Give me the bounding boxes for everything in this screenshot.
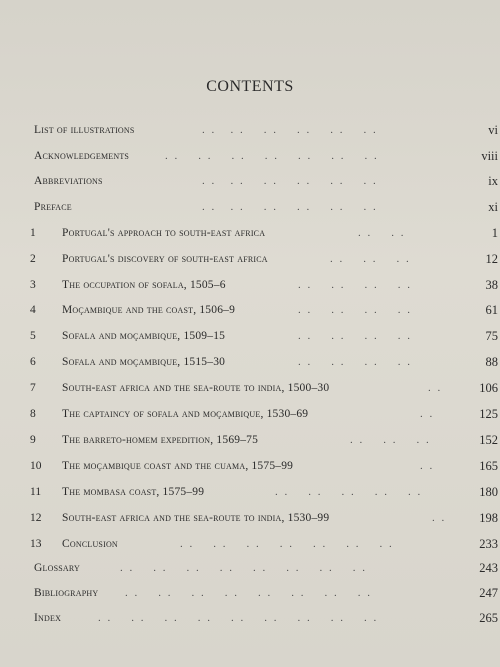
toc-entry-preface — [30, 199, 498, 215]
leader-dots: . . . . — [358, 227, 406, 239]
chapter-number: 8 — [30, 408, 36, 420]
leader-dots: . . . . . . . . . . . . . . — [165, 150, 379, 162]
toc-entry-page: xi — [488, 200, 498, 214]
toc-entry-page: viii — [481, 149, 498, 163]
leader-dots: . . . . . . . . — [298, 279, 412, 291]
chapter-number: 10 — [30, 460, 42, 472]
leader-dots: . . — [420, 408, 435, 420]
leader-dots: . . . . . . . . . . . . — [202, 201, 378, 213]
toc-entry-bibliography — [30, 585, 498, 601]
chapter-title: Moçambique and the coast, 1506–9 — [62, 304, 236, 316]
toc-chapter-5 — [30, 328, 498, 344]
chapter-title: Conclusion — [62, 538, 118, 550]
toc-entry-label: Abbreviations — [34, 175, 103, 187]
chapter-page: 12 — [485, 252, 498, 266]
chapter-page: 88 — [485, 355, 498, 369]
toc-entry-label: Preface — [34, 201, 72, 213]
chapter-number: 11 — [30, 486, 42, 498]
toc-chapter-6 — [30, 354, 498, 370]
chapter-page: 61 — [485, 303, 498, 317]
chapter-page: 75 — [485, 329, 498, 343]
chapter-page: 125 — [479, 407, 498, 421]
chapter-title: South-east africa and the sea-route to india, 1530–99 — [62, 512, 330, 524]
chapter-page: 165 — [479, 459, 498, 473]
toc-entry-illustrations — [30, 122, 498, 138]
chapter-title: The moçambique coast and the cuama, 1575–99 — [62, 460, 294, 472]
chapter-number: 12 — [30, 512, 42, 524]
chapter-page: 233 — [479, 537, 498, 551]
toc-chapter-7 — [30, 380, 498, 396]
chapter-page: 106 — [479, 381, 498, 395]
toc-chapter-11 — [30, 484, 498, 500]
toc-chapter-8 — [30, 406, 498, 422]
toc-entry-page: 247 — [479, 586, 498, 600]
chapter-title: Portugal's approach to south-east africa — [62, 227, 266, 239]
chapter-number: 1 — [30, 227, 36, 239]
toc-entry-page: ix — [488, 174, 498, 188]
leader-dots: . . . . . . . . — [298, 304, 412, 316]
leader-dots: . . . . . . . . . . . . . . . . . . — [98, 612, 379, 624]
chapter-number: 5 — [30, 330, 36, 342]
toc-chapter-2 — [30, 251, 498, 267]
toc-chapter-10 — [30, 458, 498, 474]
chapter-page: 1 — [491, 226, 498, 240]
toc-chapter-12 — [30, 510, 498, 526]
chapter-title: Sofala and moçambique, 1515–30 — [62, 356, 226, 368]
chapter-number: 13 — [30, 538, 42, 550]
toc-entry-page: vi — [488, 123, 498, 137]
chapter-title: The occupation of sofala, 1505–6 — [62, 279, 226, 291]
chapter-number: 6 — [30, 356, 36, 368]
toc-entry-glossary — [30, 560, 498, 576]
chapter-title: Sofala and moçambique, 1509–15 — [62, 330, 226, 342]
toc-chapter-9 — [30, 432, 498, 448]
chapter-title: Portugal's discovery of south-east africa — [62, 253, 268, 265]
chapter-page: 180 — [479, 485, 498, 499]
leader-dots: . . . . . . — [350, 434, 431, 446]
chapter-number: 9 — [30, 434, 36, 446]
chapter-title: South-east africa and the sea-route to india, 1500–30 — [62, 382, 330, 394]
leader-dots: . . . . . . . . . . . . — [202, 124, 378, 136]
chapter-title: The mombasa coast, 1575–99 — [62, 486, 205, 498]
chapter-number: 7 — [30, 382, 36, 394]
chapter-number: 2 — [30, 253, 36, 265]
toc-entry-index — [30, 610, 498, 626]
toc-chapter-3 — [30, 277, 498, 293]
toc-entry-page: 265 — [479, 611, 498, 625]
toc-chapter-4 — [30, 302, 498, 318]
leader-dots: . . — [428, 382, 443, 394]
leader-dots: . . . . . . . . — [298, 330, 412, 342]
chapter-title: The captaincy of sofala and moçambique, 1530–69 — [62, 408, 309, 420]
leader-dots: . . . . . . . . . . . . . . . . — [120, 562, 367, 574]
toc-entry-label: Bibliography — [34, 587, 99, 599]
page-title: CONTENTS — [206, 78, 294, 95]
toc-chapter-13 — [30, 536, 498, 552]
leader-dots: . . . . . . — [330, 253, 411, 265]
toc-entry-label: Acknowledgements — [34, 150, 130, 162]
leader-dots: . . . . . . . . . . — [275, 486, 423, 498]
chapter-page: 198 — [479, 511, 498, 525]
toc-entry-page: 243 — [479, 561, 498, 575]
leader-dots: . . . . . . . . — [298, 356, 412, 368]
chapter-number: 3 — [30, 279, 36, 291]
toc-entry-label: List of illustrations — [34, 124, 135, 136]
chapter-page: 152 — [479, 433, 498, 447]
toc-entry-acknowledgements — [30, 148, 498, 164]
leader-dots: . . . . . . . . . . . . . . — [180, 538, 394, 550]
chapter-title: The barreto-homem expedition, 1569–75 — [62, 434, 259, 446]
toc-entry-label: Glossary — [34, 562, 80, 574]
leader-dots: . . — [432, 512, 447, 524]
toc-entry-abbreviations — [30, 173, 498, 189]
leader-dots: . . . . . . . . . . . . — [202, 175, 378, 187]
toc-chapter-1 — [30, 225, 498, 241]
chapter-number: 4 — [30, 304, 36, 316]
chapter-page: 38 — [485, 278, 498, 292]
leader-dots: . . . . . . . . . . . . . . . . — [125, 587, 372, 599]
toc-entry-label: Index — [34, 612, 62, 624]
leader-dots: . . — [420, 460, 435, 472]
